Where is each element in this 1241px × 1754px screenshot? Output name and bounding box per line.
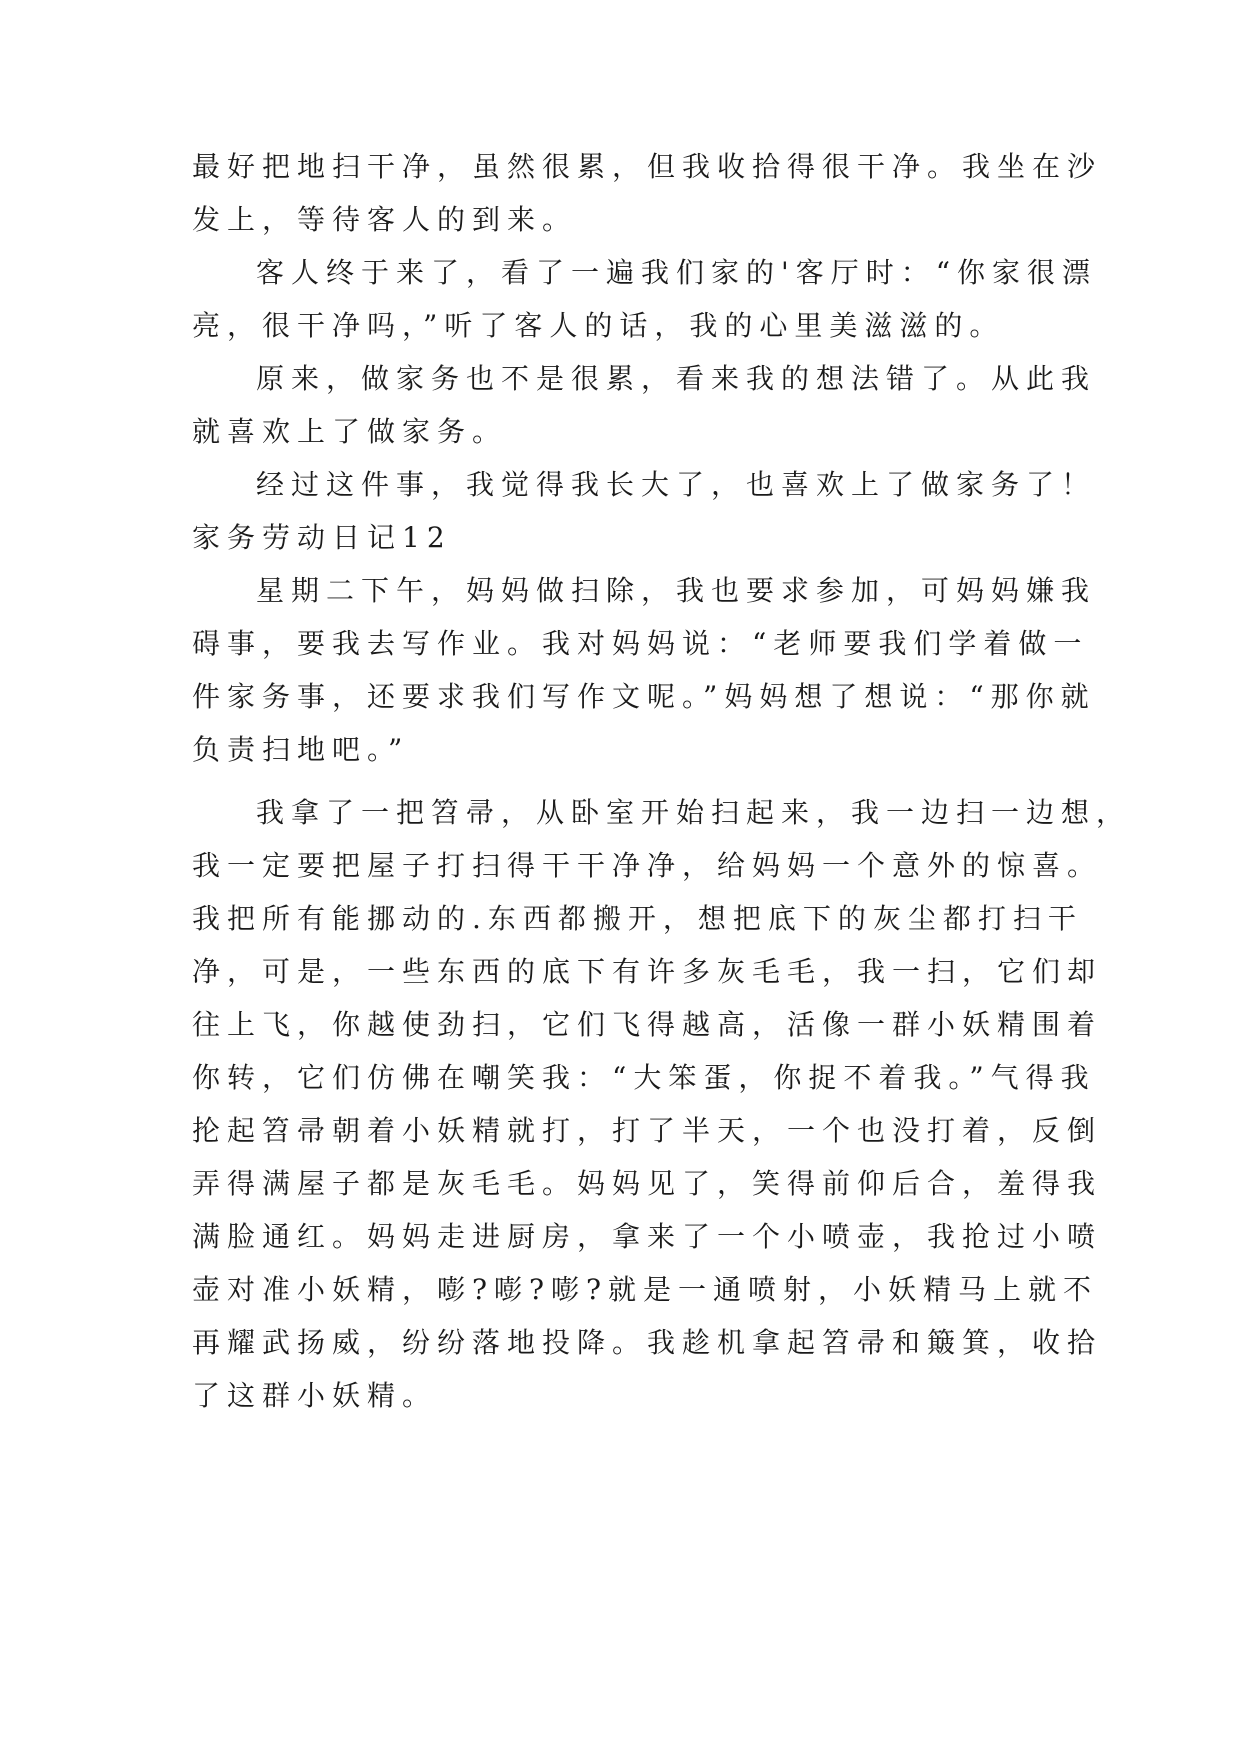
section-heading: 家务劳动日记12: [192, 521, 452, 554]
text-line: 壶对准小妖精，嘭?嘭?嘭?就是一通喷射，小妖精马上就不: [192, 1273, 1099, 1306]
text-line: 抡起笤帚朝着小妖精就打，打了半天，一个也没打着，反倒: [192, 1114, 1103, 1147]
text-line: 往上飞，你越使劲扫，它们飞得越高，活像一群小妖精围着: [192, 1008, 1103, 1041]
text-line: 我拿了一把笤帚，从卧室开始扫起来，我一边扫一边想，: [256, 796, 1132, 829]
text-line: 最好把地扫干净，虽然很累，但我收拾得很干净。我坐在沙: [192, 150, 1103, 183]
text-line: 弄得满屋子都是灰毛毛。妈妈见了，笑得前仰后合，羞得我: [192, 1167, 1103, 1200]
text-line: 我一定要把屋子打扫得干干净净，给妈妈一个意外的惊喜。: [192, 849, 1103, 882]
text-line: 就喜欢上了做家务。: [192, 415, 508, 448]
text-line: 我把所有能挪动的.东西都搬开，想把底下的灰尘都打扫干: [192, 902, 1083, 935]
text-line: 亮，很干净吗，”听了客人的话，我的心里美滋滋的。: [192, 309, 1005, 342]
text-line: 你转，它们仿佛在嘲笑我：“大笨蛋，你捉不着我。”气得我: [192, 1061, 1096, 1094]
text-line: 发上，等待客人的到来。: [192, 203, 578, 236]
text-line: 客人终于来了，看了一遍我们家的'客厅时：“你家很漂: [256, 256, 1098, 289]
text-line: 再耀武扬威，纷纷落地投降。我趁机拿起笤帚和簸箕，收拾: [192, 1326, 1103, 1359]
text-line: 负责扫地吧。”: [192, 733, 410, 766]
text-line: 原来，做家务也不是很累，看来我的想法错了。从此我: [256, 362, 1097, 395]
text-line: 净，可是，一些东西的底下有许多灰毛毛，我一扫，它们却: [192, 955, 1103, 988]
text-line: 件家务事，还要求我们写作文呢。”妈妈想了想说：“那你就: [192, 680, 1096, 713]
text-line: 经过这件事，我觉得我长大了，也喜欢上了做家务了！: [256, 468, 1097, 501]
text-line: 星期二下午，妈妈做扫除，我也要求参加，可妈妈嫌我: [256, 574, 1097, 607]
text-line: 了这群小妖精。: [192, 1379, 438, 1412]
text-line: 碍事，要我去写作业。我对妈妈说：“老师要我们学着做一: [192, 627, 1089, 660]
text-line: 满脸通红。妈妈走进厨房，拿来了一个小喷壶，我抢过小喷: [192, 1220, 1103, 1253]
